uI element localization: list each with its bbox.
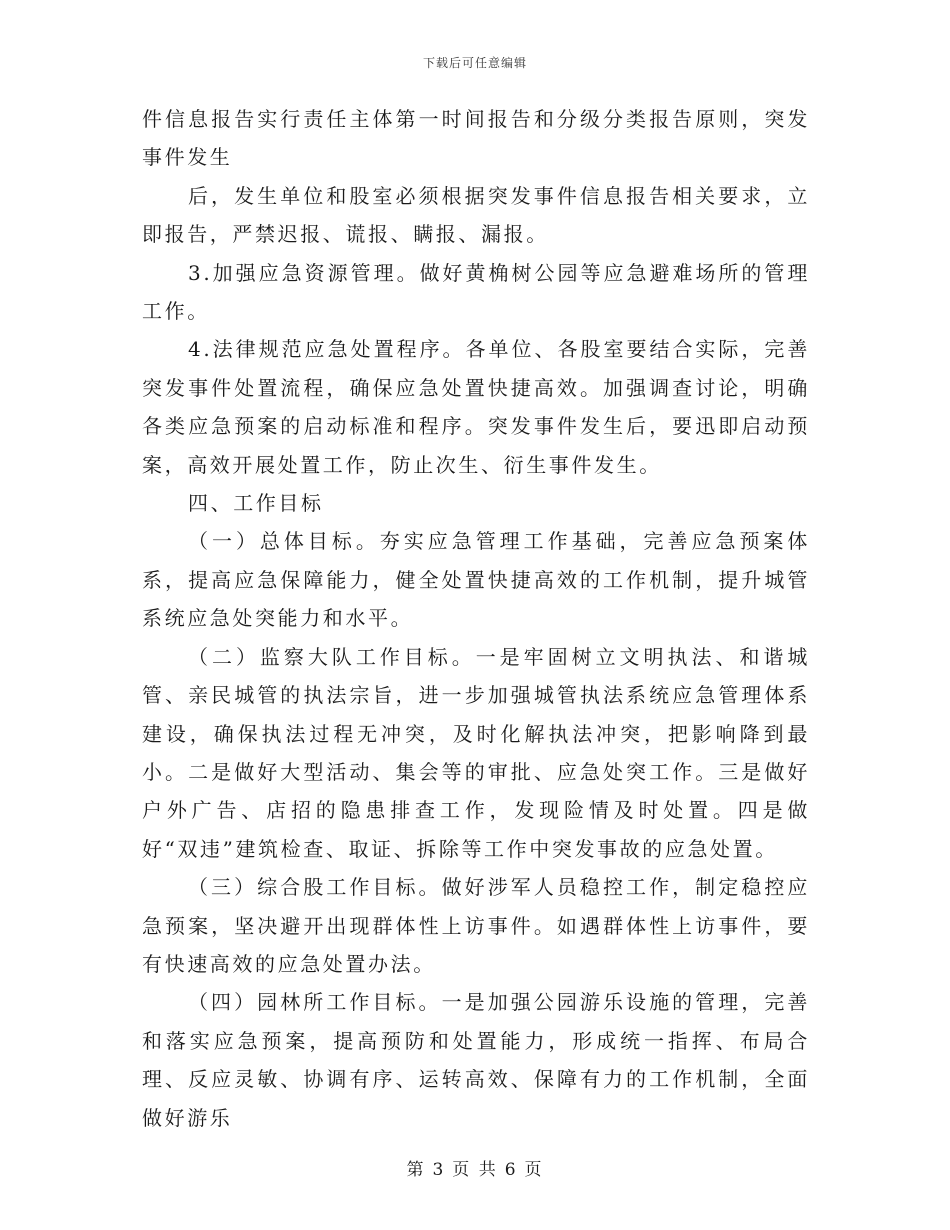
current-page-number: 3 [432, 1160, 446, 1180]
paragraph-2: 后，发生单位和股室必须根据突发事件信息报告相关要求，立即报告，严禁迟报、谎报、瞒报、漏报。 [142, 183, 810, 247]
footer-middle: 页 共 [452, 1160, 498, 1180]
paragraph-brigade-goal: （二）监察大队工作目标。一是牢固树立文明执法、和谐城管、亲民城管的执法宗旨，进一步加强城管执法系统应急管理体系建设，确保执法过程无冲突，及时化解执法冲突，把影响降到最小。二是做好大型活动、集会等的审批、应急处突工作。三是做好户外广告、店招的隐患排查工作，发现险情及时处置。四是做好“双违”建筑检查、取证、拆除等工作中突发事故的应急处置。 [142, 644, 810, 861]
paragraph-1: 件信息报告实行责任主体第一时间报告和分级分类报告原则，突发事件发生 [142, 107, 810, 170]
paragraph-4: 4.法律规范应急处置程序。各单位、各股室要结合实际，完善突发事件处置流程，确保应急处置快捷高效。加强调查讨论，明确各类应急预案的启动标准和程序。突发事件发生后，要迅即启动预案，高效开展处置工作，防止次生、衍生事件发生。 [142, 337, 810, 477]
page-header: 下载后可任意编辑 [422, 56, 527, 70]
paragraph-overall-goal: （一）总体目标。夯实应急管理工作基础，完善应急预案体系，提高应急保障能力，健全处置快捷高效的工作机制，提升城管系统应急处突能力和水平。 [142, 529, 810, 631]
paragraph-landscape-goal: （四）园林所工作目标。一是加强公园游乐设施的管理，完善和落实应急预案，提高预防和处置能力，形成统一指挥、布局合理、反应灵敏、协调有序、运转高效、保障有力的工作机制，全面做好游乐 [142, 990, 810, 1130]
document-body [142, 100, 810, 1137]
paragraph-general-office-goal: （三）综合股工作目标。做好涉军人员稳控工作，制定稳控应急预案，坚决避开出现群体性上访事件。如遇群体性上访事件，要有快速高效的应急处置办法。 [142, 875, 810, 976]
footer-suffix: 页 [524, 1160, 544, 1180]
paragraph-3: 3.加强应急资源管理。做好黄桷树公园等应急避难场所的管理工作。 [142, 260, 810, 324]
section-heading-4: 四、工作目标 [188, 491, 324, 516]
total-pages-number: 6 [504, 1160, 518, 1180]
footer-prefix: 第 [406, 1160, 426, 1180]
page-footer [0, 1155, 950, 1180]
